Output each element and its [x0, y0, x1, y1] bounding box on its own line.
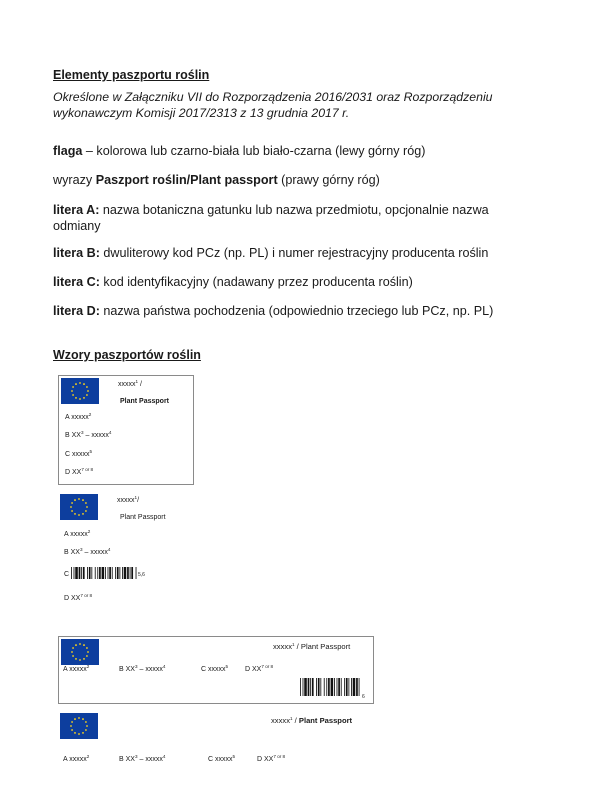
field-b: B $XX^3$ – xxxxx$^4$	[119, 754, 166, 763]
passport-header: xxxxx$^1$ / Plant Passport	[271, 716, 353, 725]
passport-header: xxxxx$^1$ / Plant Passport	[273, 642, 351, 651]
field-b: B $XX^3$ – xxxxx$^4$	[65, 430, 112, 439]
field-d: D $XX^{7 or 8}$	[64, 593, 93, 602]
section-heading-elements: Elementy paszportu roślin	[53, 68, 210, 82]
field-a: A xxxxx$^2$	[65, 412, 92, 421]
passport-template-2	[58, 492, 208, 607]
element-wording: wyrazy Paszport roślin/Plant passport (prawy górny róg)	[53, 173, 380, 187]
field-c: C xxxxx$^5$	[65, 449, 93, 458]
barcode-icon	[71, 567, 137, 579]
field-a: A xxxxx$^2$	[64, 529, 91, 538]
eu-flag-icon	[61, 378, 99, 404]
barcode-icon	[300, 678, 360, 696]
field-c: C xxxxx$^5$	[208, 754, 236, 763]
field-a: A xxxxx$^2$	[63, 754, 90, 763]
passport-template-1	[58, 375, 194, 485]
field-b: B $XX^3$ – xxxxx$^4$	[64, 547, 111, 556]
plant-passport-label: Plant Passport	[120, 514, 166, 521]
field-d: D $XX^{7 or 8}$	[245, 664, 274, 673]
botanical-name-field: xxxxx$^1$/	[117, 495, 140, 504]
passport-template-4	[58, 711, 378, 769]
field-c-label: C	[64, 571, 70, 578]
element-letter-a: litera A: nazwa botaniczna gatunku lub nazwa przedmiotu, opcjonalnie nazwa odmiany	[53, 203, 489, 233]
element-flag: flaga – kolorowa lub czarno-biała lub biało-czarna (lewy górny róg)	[53, 144, 426, 158]
eu-flag-icon	[60, 713, 98, 739]
element-letter-d: litera D: nazwa państwa pochodzenia (odpowiednio trzeciego lub PCz, np. PL)	[53, 304, 494, 318]
eu-flag-icon	[60, 494, 98, 520]
element-letter-c: litera C: kod identyfikacyjny (nadawany przez producenta roślin)	[53, 275, 413, 289]
plant-passport-label: Plant Passport	[120, 398, 170, 405]
barcode-suffix: 5,6	[138, 572, 145, 578]
passport-template-3	[58, 636, 374, 704]
field-d: D $XX^{7 or 8}$	[257, 754, 286, 763]
eu-flag-icon	[61, 639, 99, 665]
field-d: D $XX^{7 or 8}$	[65, 467, 94, 476]
botanical-name-field: xxxxx$^1$ /	[118, 379, 142, 388]
field-a: A xxxxx$^2$	[63, 664, 90, 673]
regulation-subtitle: Określone w Załączniku VII do Rozporządzenia 2016/2031 oraz Rozporządzeniu wykonawczym Komisji 2017/2313 z 13 grudnia 2017 r.	[53, 90, 493, 120]
section-heading-templates: Wzory paszportów roślin	[53, 348, 201, 362]
barcode-suffix: 6	[362, 694, 365, 700]
element-letter-b: litera B: dwuliterowy kod PCz (np. PL) i numer rejestracyjny producenta roślin	[53, 246, 489, 260]
field-b: B $XX^3$ – xxxxx$^4$	[119, 664, 166, 673]
field-c: C xxxxx$^5$	[201, 664, 229, 673]
